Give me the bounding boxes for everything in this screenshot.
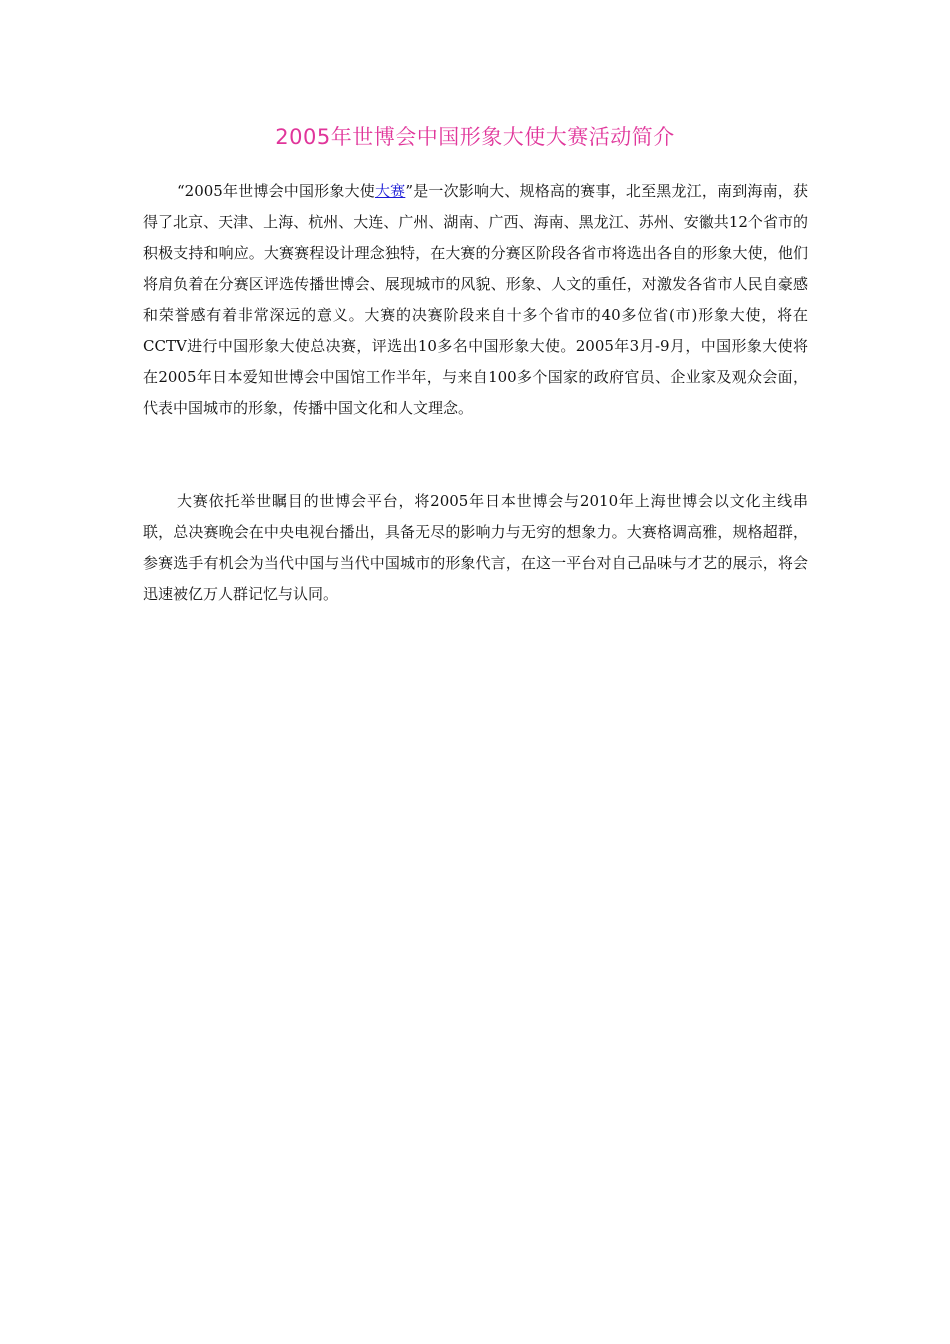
paragraph-intro xyxy=(143,176,808,424)
document-title: 2005年世博会中国形象大使大赛活动简介 xyxy=(275,125,675,149)
contest-link[interactable]: 大赛 xyxy=(374,182,406,200)
paragraph-platform: 大赛依托举世瞩目的世博会平台，将2005年日本世博会与2010年上海世博会以文化主线串联，总决赛晚会在中央电视台播出，具备无尽的影响力与无穷的想象力。大赛格调高雅，规格超群，参赛选手有机会为当代中国与当代中国城市的形象代言，在这一平台对自己品味与才艺的展示，将会迅速被亿万人群记忆与认同。 xyxy=(143,492,808,603)
paragraph-intro-lead: “2005年世博会中国形象大使 xyxy=(177,182,375,200)
paragraph-intro-rest: ”是一次影响大、规格高的赛事，北至黑龙江，南到海南，获得了北京、天津、上海、杭州、大连、广州、湖南、广西、海南、黑龙江、苏州、安徽共12个省市的积极支持和响应。大赛赛程设计理念独特，在大赛的分赛区阶段各省市将选出各自的形象大使，他们将肩负着在分赛区评选传播世博会、展现城市的风貌、形象、人文的重任，对激发各省市人民自豪感和荣誉感有着非常深远的意义。大赛的决赛阶段来自十多个省市的40多位省(市)形象大使，将在CCTV进行中国形象大使总决赛，评选出10多名中国形象大使。2005年3月-9月，中国形象大使将在2005年日本爱知世博会中国馆工作半年，与来自100多个国家的政府官员、企业家及观众会面，代表中国城市的形象，传播中国文化和人文理念。 xyxy=(143,182,808,417)
